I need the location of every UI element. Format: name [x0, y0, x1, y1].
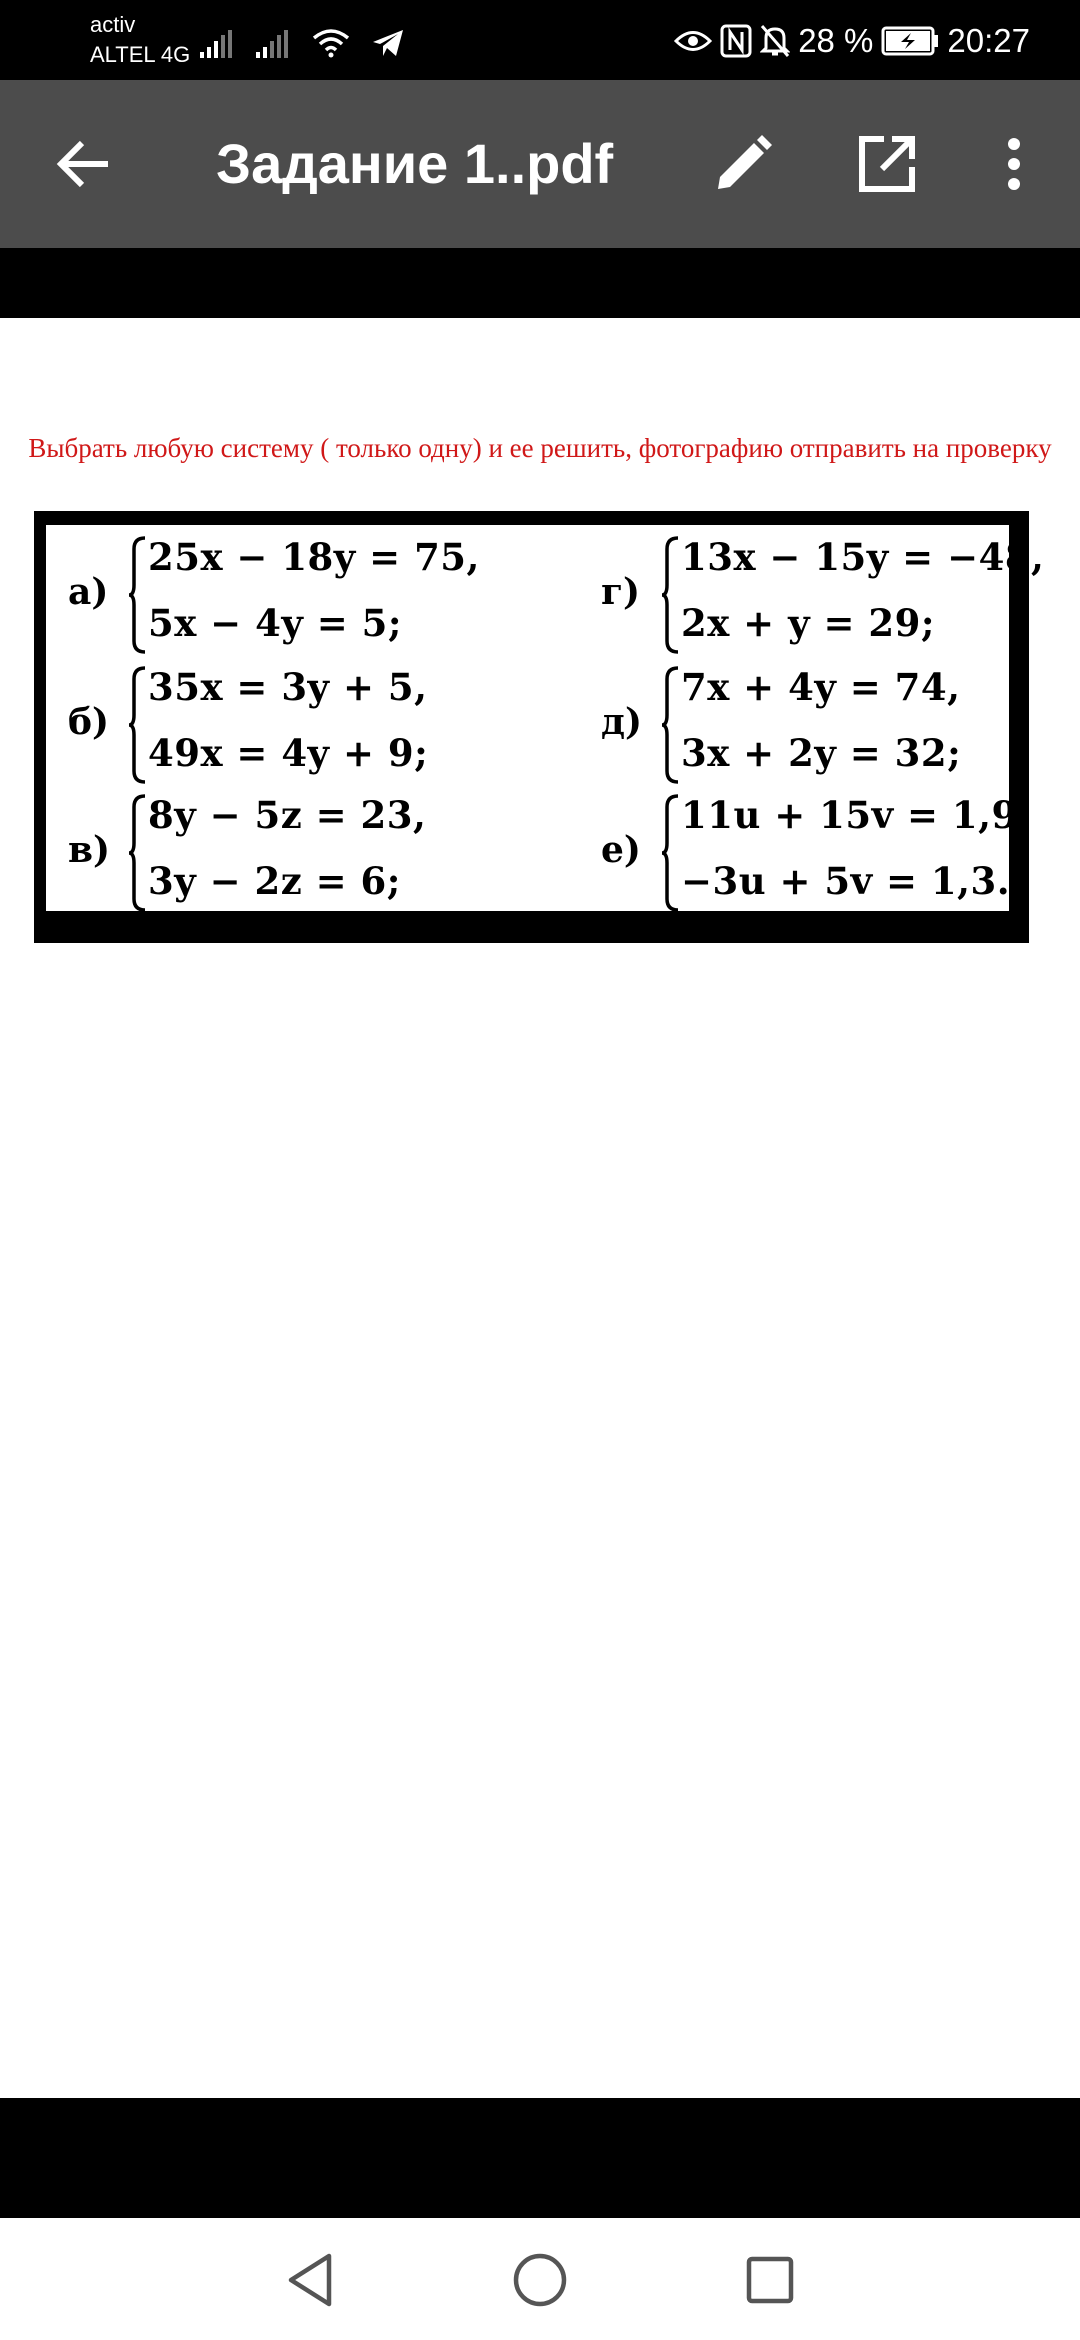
nav-home-button[interactable] — [500, 2240, 580, 2320]
telegram-icon — [372, 28, 404, 58]
equation-1: 7x + 4y = 74, — [681, 665, 961, 709]
battery-percent: 28 % — [798, 22, 874, 59]
signal-group — [200, 22, 404, 58]
system-label: а) — [68, 571, 109, 613]
equation-1: 25x − 18y = 75, — [148, 535, 480, 579]
nav-recents-button[interactable] — [730, 2240, 810, 2320]
instruction-text: Выбрать любую систему ( только одну) и ее решить, фотографию отправить на проверку — [28, 433, 1052, 463]
signal-icon — [256, 30, 290, 58]
brace-icon — [661, 665, 681, 785]
system-label: в) — [68, 829, 111, 871]
task-image — [34, 511, 1045, 943]
brace-icon — [661, 793, 681, 913]
more-vert-icon — [1006, 138, 1022, 190]
edit-button[interactable] — [703, 124, 783, 204]
equation-1: 13x − 15y = −48, — [681, 535, 1045, 579]
pencil-icon — [714, 135, 772, 193]
equation-2: 2x + y = 29; — [681, 601, 935, 645]
equation-2: 5x − 4y = 5; — [148, 601, 402, 645]
nav-back-button[interactable] — [270, 2240, 350, 2320]
equation-1: 35x = 3y + 5, — [148, 665, 428, 709]
network-type: ALTEL 4G — [90, 42, 191, 67]
bell-off-icon — [760, 24, 790, 58]
system-label: д) — [601, 701, 643, 743]
carrier-name: activ — [90, 12, 136, 37]
nav-recents-icon — [745, 2255, 795, 2305]
status-bar — [0, 0, 1080, 80]
nav-home-icon — [512, 2252, 568, 2308]
equation-2: 3y − 2z = 6; — [148, 859, 401, 903]
nfc-icon — [720, 24, 752, 58]
carrier-info — [90, 10, 190, 70]
equation-2: 3x + 2y = 32; — [681, 731, 962, 775]
back-arrow-icon — [56, 139, 112, 189]
equation-2: −3u + 5v = 1,3. — [681, 859, 1011, 903]
nav-back-icon — [285, 2252, 335, 2308]
signal-icon — [200, 30, 234, 58]
equation-1: 8y − 5z = 23, — [148, 793, 427, 837]
app-bar — [0, 80, 1080, 248]
brace-icon — [128, 535, 148, 655]
equation-1: 11u + 15v = 1,9, — [681, 793, 1032, 837]
battery-charging-icon — [881, 26, 939, 56]
document-title: Задание 1..pdf — [216, 132, 614, 195]
systems-panel — [46, 525, 1045, 911]
back-button[interactable] — [44, 124, 124, 204]
brace-icon — [128, 793, 148, 913]
equation-2: 49x = 4y + 9; — [148, 731, 429, 775]
wifi-icon — [312, 28, 350, 58]
navigation-bar — [0, 2218, 1080, 2340]
eye-icon — [674, 28, 712, 54]
brace-icon — [661, 535, 681, 655]
system-label: е) — [601, 829, 641, 871]
clock: 20:27 — [947, 22, 1030, 59]
status-right — [674, 18, 1030, 64]
more-options-button[interactable] — [974, 124, 1054, 204]
open-external-button[interactable] — [847, 124, 927, 204]
system-label: г) — [601, 571, 641, 613]
brace-icon — [128, 665, 148, 785]
system-label: б) — [68, 701, 110, 743]
pdf-page[interactable] — [0, 318, 1080, 2098]
open-external-icon — [858, 135, 916, 193]
